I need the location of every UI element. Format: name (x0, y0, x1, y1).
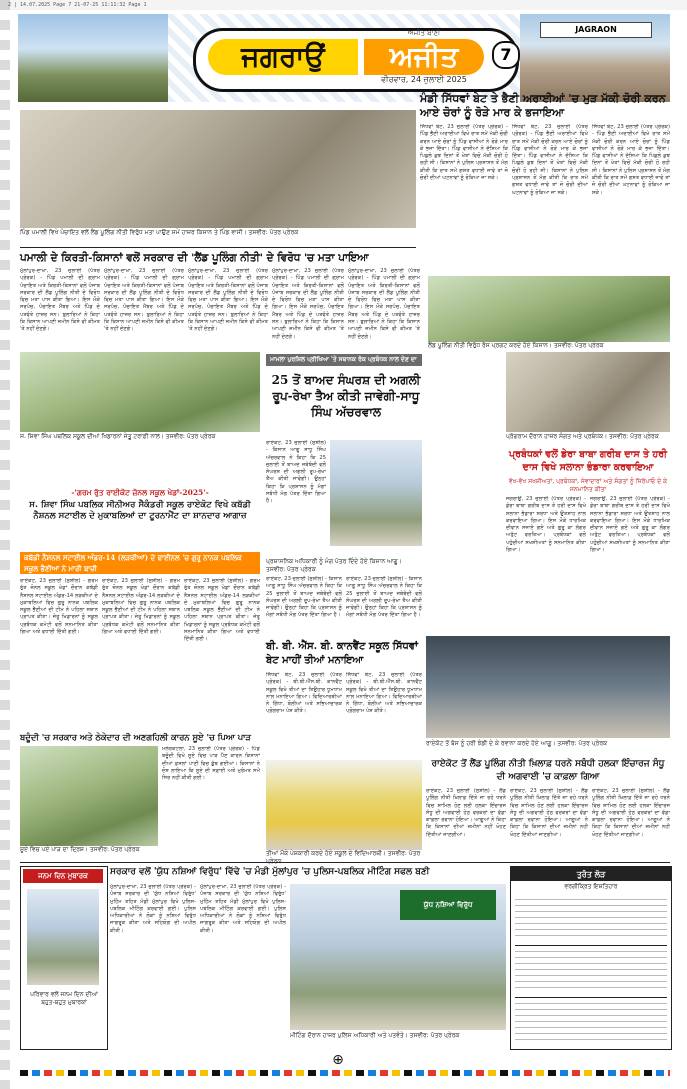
classifieds-divider-2 (515, 997, 667, 998)
caption-land-pooling-photo: ਪਿੰਡ ਪਮਾਲੀ ਵਿਖੇ ਪੰਚਾਇਤ ਵਲੋਂ ਲੈਂਡ ਪੂਲਿੰਗ ਨੀਤੀ ਵਿਰੁੱਧ ਮਤਾ ਪਾਉਣ ਸਮੇਂ ਹਾਜ਼ਰ ਕਿਸਾਨ ਤੇ ਪਿੰਡ ਵਾਸੀ। ਤਸਵੀਰ: ਪੱਤਰ ਪ੍ਰੇਰਕ (20, 229, 299, 236)
birthday-box (20, 866, 108, 1050)
headline-sidhwan: ਮੰਡੀ ਸਿੱਧਵਾਂ ਬੇਟ ਤੇ ਭੈਣੀ ਅਰਾਈਆਂ 'ਚ ਮੁੜ ਮੱਕੀ ਚੋਰੀ ਕਰਨ ਆਏ ਚੋਰਾਂ ਨੂੰ ਰੋੜੇ ਮਾਰ ਕੇ ਭਜਾਇਆ (420, 92, 666, 119)
bus-flag-photo (426, 636, 670, 738)
caption-bsb-photo: ਤੀਆਂ ਮੌਕੇ ਪੇਸ਼ਕਾਰੀ ਕਰਦੇ ਹੋਏ ਸਕੂਲ ਦੇ ਵਿਦਿਆਰਥੀ। ਤਸਵੀਰ: ਪੱਤਰ (266, 850, 421, 857)
page-number: 7 (492, 41, 520, 69)
jagraon-sign: JAGRAON (540, 22, 652, 38)
body-land-pooling-col5: ਮੁੱਲਾਂਪੁਰ-ਦਾਖਾ, 23 ਜੁਲਾਈ (ਪੱਤਰ ਪ੍ਰੇਰਕ) - ਪਿੰਡ ਪਮਾਲੀ ਦੀ ਗ੍ਰਾਮ ਪੰਚਾਇਤ ਅਤੇ ਕਿਰਤੀ-ਕਿਸਾਨਾਂ ਵਲੋਂ ਪੰਜਾਬ ਸਰਕਾਰ ਦੀ ਲੈਂਡ ਪੂਲਿੰਗ ਨੀਤੀ ਦੇ ਵਿਰੋਧ ਵਿਚ ਮਤਾ ਪਾਸ ਕੀਤਾ ਗਿਆ। ਇਸ ਮੌਕੇ ਸਰਪੰਚ, ਪੰਚਾਇਤ ਮੈਂਬਰ ਅਤੇ ਪਿੰਡ ਦੇ ਪਤਵੰਤੇ ਹਾਜ਼ਰ ਸਨ। ਬੁਲਾਰਿਆਂ ਨੇ ਕਿਹਾ ਕਿ ਕਿਸਾਨ ਆਪਣੀ ਜ਼ਮੀਨ ਕਿਸੇ ਵੀ ਕੀਮਤ 'ਤੇ ਨਹੀਂ ਦੇਣਗੇ। (348, 268, 420, 340)
body-land-pooling-col2: ਮੁੱਲਾਂਪੁਰ-ਦਾਖਾ, 23 ਜੁਲਾਈ (ਪੱਤਰ ਪ੍ਰੇਰਕ) - ਪਿੰਡ ਪਮਾਲੀ ਦੀ ਗ੍ਰਾਮ ਪੰਚਾਇਤ ਅਤੇ ਕਿਰਤੀ-ਕਿਸਾਨਾਂ ਵਲੋਂ ਪੰਜਾਬ ਸਰਕਾਰ ਦੀ ਲੈਂਡ ਪੂਲਿੰਗ ਨੀਤੀ ਦੇ ਵਿਰੋਧ ਵਿਚ ਮਤਾ ਪਾਸ ਕੀਤਾ ਗਿਆ। ਇਸ ਮੌਕੇ ਸਰਪੰਚ, ਪੰਚਾਇਤ ਮੈਂਬਰ ਅਤੇ ਪਿੰਡ ਦੇ ਪਤਵੰਤੇ ਹਾਜ਼ਰ ਸਨ। ਬੁਲਾਰਿਆਂ ਨੇ ਕਿਹਾ ਕਿ ਕਿਸਾਨ ਆਪਣੀ ਜ਼ਮੀਨ ਕਿਸੇ ਵੀ ਕੀਮਤ 'ਤੇ ਨਹੀਂ ਦੇਣਗੇ। (104, 268, 184, 333)
headline-kabaddi: ਕਬੱਡੀ ਨੈਸ਼ਨਲ ਸਟਾਈਲ ਅੰਡਰ-14 (ਲੜਕੀਆਂ) ਦੇ ਫਾਈਨਲ 'ਚ ਗੁਰੂ ਨਾਨਕ ਪਬਲਿਕ ਸਕੂਲ ਭੈਣੀਆਂ ਨੇ ਮਾਰੀ ਬਾਜ਼ੀ (20, 552, 260, 574)
caption-bus-photo: ਰਾਏਕੋਟ ਤੋਂ ਬੱਸ ਨੂੰ ਹਰੀ ਝੰਡੀ ਦੇ ਕੇ ਰਵਾਨਾ ਕਰਦੇ ਹੋਏ ਆਗੂ। ਤਸਵੀਰ: ਪੱਤਰ ਪ੍ਰੇਰਕ (426, 740, 608, 747)
headline-land-pooling: ਪਮਾਲੀ ਦੇ ਕਿਰਤੀ-ਕਿਸਾਨਾਂ ਵਲੋਂ ਸਰਕਾਰ ਦੀ 'ਲੈਂਡ ਪੂਲਿੰਗ ਨੀਤੀ' ਦੇ ਵਿਰੋਧ 'ਚ ਮਤਾ ਪਾਇਆ (20, 252, 369, 264)
masthead-right-photo (520, 14, 670, 102)
classified-ad-1 (515, 899, 667, 939)
caption-police-photo: ਮੀਟਿੰਗ ਦੌਰਾਨ ਹਾਜ਼ਰ ਪੁਲਿਸ ਅਧਿਕਾਰੀ ਅਤੇ ਪਤਵੰਤੇ। ਤਸਵੀਰ: ਪੱਤਰ ਪ੍ਰੇਰਕ (290, 1032, 460, 1039)
sports-photo (20, 352, 260, 432)
body-land-pooling-col3: ਮੁੱਲਾਂਪੁਰ-ਦਾਖਾ, 23 ਜੁਲਾਈ (ਪੱਤਰ ਪ੍ਰੇਰਕ) - ਪਿੰਡ ਪਮਾਲੀ ਦੀ ਗ੍ਰਾਮ ਪੰਚਾਇਤ ਅਤੇ ਕਿਰਤੀ-ਕਿਸਾਨਾਂ ਵਲੋਂ ਪੰਜਾਬ ਸਰਕਾਰ ਦੀ ਲੈਂਡ ਪੂਲਿੰਗ ਨੀਤੀ ਦੇ ਵਿਰੋਧ ਵਿਚ ਮਤਾ ਪਾਸ ਕੀਤਾ ਗਿਆ। ਇਸ ਮੌਕੇ ਸਰਪੰਚ, ਪੰਚਾਇਤ ਮੈਂਬਰ ਅਤੇ ਪਿੰਡ ਦੇ ਪਤਵੰਤੇ ਹਾਜ਼ਰ ਸਨ। ਬੁਲਾਰਿਆਂ ਨੇ ਕਿਹਾ ਕਿ ਕਿਸਾਨ ਆਪਣੀ ਜ਼ਮੀਨ ਕਿਸੇ ਵੀ ਕੀਮਤ 'ਤੇ ਨਹੀਂ ਦੇਣਗੇ। (188, 268, 268, 333)
headline-raikot-dharna: ਰਾਏਕੋਟ ਤੋਂ ਲੈਂਡ ਪੂਲਿੰਗ ਨੀਤੀ ਖ਼ਿਲਾਫ਼ ਧਰਨੇ ਸਬੰਧੀ ਹਲਕਾ ਇੰਚਾਰਜ ਸੰਧੂ ਦੀ ਅਗਵਾਈ 'ਚ ਕਾਫ਼ਲਾ ਗਿਆ (431, 759, 665, 782)
kicker-sports: -'ਗਰਮ ਰੁੱਤ ਰਾਈਕੋਟ ਜ਼ੋਨਲ ਸਕੂਲ ਖੇਡਾਂ-2025'- (71, 488, 209, 497)
subhead-dera: ਵੱਖ-ਵੱਖ ਸਖਸ਼ੀਅਤਾਂ, ਪ੍ਰਬੰਧਕਾਂ, ਸੇਵਾਦਾਰਾਂ ਅਤੇ ਸੰਗਤਾਂ ਨੂੰ ਸਿਰੋਪਾਓ ਦੇ ਕੇ ਸਨਮਾਨਿਤ ਕੀਤਾ (508, 478, 668, 493)
headline-budhwan: ਬਦੂੰਦੀ 'ਚ ਸਰਕਾਰ ਅਤੇ ਠੇਕੇਦਾਰ ਦੀ ਅਣਗਹਿਲੀ ਕਾਰਨ ਸੂਏ 'ਚ ਪਿਆ ਪਾੜ (20, 732, 252, 742)
protest-photo (428, 276, 670, 342)
classifieds-subheader: ਵਰਗੀਕ੍ਰਿਤ ਇਸ਼ਤਿਹਾਰ (564, 883, 618, 890)
caption-budhwan-photo: ਸੂਏ ਵਿਚ ਪਏ ਪਾੜ ਦਾ ਦ੍ਰਿਸ਼। ਤਸਵੀਰ: ਪੱਤਰ ਪ੍ਰੇਰਕ (20, 846, 140, 853)
divider-bottom (20, 862, 670, 863)
divider (20, 247, 416, 248)
body-budhwan: ਮਲੇਰਕੋਟਲਾ, 23 ਜੁਲਾਈ (ਪੱਤਰ ਪ੍ਰੇਰਕ) - ਪਿੰਡ ਬਦੂੰਦੀ ਵਿਖੇ ਸੂਏ ਵਿਚ ਪਾੜ ਪੈਣ ਕਾਰਨ ਕਿਸਾਨਾਂ ਦੀਆਂ ਫ਼ਸਲਾਂ ਪਾਣੀ ਵਿਚ ਡੁੱਬ ਗਈਆਂ। ਕਿਸਾਨਾਂ ਨੇ ਦੋਸ਼ ਲਾਇਆ ਕਿ ਸੂਏ ਦੀ ਸਫ਼ਾਈ ਅਤੇ ਮੁਰੰਮਤ ਸਮੇਂ ਸਿਰ ਨਹੀਂ ਕੀਤੀ ਗਈ। (162, 746, 260, 782)
caption-sports-photo: ਸ. ਸ਼ਿਵਾ ਸਿੰਘ ਪਬਲਿਕ ਸਕੂਲ ਦੀਆਂ ਖਿਡਾਰਨਾਂ ਜੇਤੂ ਟਰਾਫ਼ੀ ਨਾਲ। ਤਸਵੀਰ: ਪੱਤਰ ਪ੍ਰੇਰਕ (20, 433, 216, 440)
body-police-col1: ਮੁੱਲਾਂਪੁਰ-ਦਾਖਾ, 23 ਜੁਲਾਈ (ਪੱਤਰ ਪ੍ਰੇਰਕ) - ਪੰਜਾਬ ਸਰਕਾਰ ਦੀ 'ਯੁੱਧ ਨਸ਼ਿਆਂ ਵਿਰੁੱਧ' ਮੁਹਿੰਮ ਤਹਿਤ ਮੰਡੀ ਮੁੱਲਾਂਪੁਰ ਵਿਖੇ ਪੁਲਿਸ-ਪਬਲਿਕ ਮੀਟਿੰਗ ਕਰਵਾਈ ਗਈ। ਪੁਲਿਸ ਅਧਿਕਾਰੀਆਂ ਨੇ ਲੋਕਾਂ ਨੂੰ ਨਸ਼ਿਆਂ ਵਿਰੁੱਧ ਜਾਗਰੂਕ ਕੀਤਾ ਅਤੇ ਸਹਿਯੋਗ ਦੀ ਅਪੀਲ ਕੀਤੀ। (110, 884, 196, 934)
classified-ad-2 (515, 951, 667, 991)
body-kabaddi-col3: ਰਾਏਕੋਟ, 23 ਜੁਲਾਈ (ਸੁਸ਼ੀਲ) - ਗਰਮ ਰੁੱਤ ਜ਼ੋਨਲ ਸਕੂਲ ਖੇਡਾਂ ਦੌਰਾਨ ਕਬੱਡੀ ਨੈਸ਼ਨਲ ਸਟਾਈਲ ਅੰਡਰ-14 ਲੜਕੀਆਂ ਦੇ ਮੁਕਾਬਲਿਆਂ ਵਿਚ ਗੁਰੂ ਨਾਨਕ ਪਬਲਿਕ ਸਕੂਲ ਭੈਣੀਆਂ ਦੀ ਟੀਮ ਨੇ ਪਹਿਲਾ ਸਥਾਨ ਪ੍ਰਾਪਤ ਕੀਤਾ। ਜੇਤੂ ਖਿਡਾਰਨਾਂ ਨੂੰ ਸਕੂਲ ਪ੍ਰਬੰਧਕ ਕਮੇਟੀ ਵਲੋਂ ਸਨਮਾਨਿਤ ਕੀਤਾ ਗਿਆ ਅਤੇ ਵਧਾਈ ਦਿੱਤੀ ਗਈ। (184, 578, 260, 643)
headline-police-meeting: ਸਰਕਾਰ ਵਲੋਂ 'ਯੁੱਧ ਨਸ਼ਿਆਂ ਵਿਰੁੱਧ' ਵਿੱਢੇ 'ਚ ਮੰਡੀ ਮੁੱਲਾਂਪੁਰ 'ਚ ਪੁਲਿਸ-ਪਬਲਿਕ ਮੀਟਿੰਗ ਸਫਲ ਬਣੀ (110, 867, 430, 877)
caption-dera-photo: ਪ੍ਰੋਗਰਾਮ ਦੌਰਾਨ ਹਾਜ਼ਰ ਸੰਗਤ ਅਤੇ ਪ੍ਰਬੰਧਕ। ਤਸਵੀਰ: ਪੱਤਰ ਪ੍ਰੇਰਕ (506, 433, 659, 440)
masthead-supertitle: ਅਜੀਤ ਬਾਣੀ (407, 29, 441, 37)
caption-sangharsh-photo: ਪ੍ਰਸ਼ਾਸਨਿਕ ਅਧਿਕਾਰੀ ਨੂੰ ਮੰਗ ਪੱਤਰ ਦਿੰਦੇ ਹੋਏ ਕਿਸਾਨ ਆਗੂ। ਤਸਵੀਰ: ਪੱਤਰ ਪ੍ਰੇਰਕ (266, 558, 402, 573)
dera-photo (506, 352, 670, 432)
teeyan-photo (266, 760, 422, 850)
body-kabaddi-col1: ਰਾਏਕੋਟ, 23 ਜੁਲਾਈ (ਸੁਸ਼ੀਲ) - ਗਰਮ ਰੁੱਤ ਜ਼ੋਨਲ ਸਕੂਲ ਖੇਡਾਂ ਦੌਰਾਨ ਕਬੱਡੀ ਨੈਸ਼ਨਲ ਸਟਾਈਲ ਅੰਡਰ-14 ਲੜਕੀਆਂ ਦੇ ਮੁਕਾਬਲਿਆਂ ਵਿਚ ਗੁਰੂ ਨਾਨਕ ਪਬਲਿਕ ਸਕੂਲ ਭੈਣੀਆਂ ਦੀ ਟੀਮ ਨੇ ਪਹਿਲਾ ਸਥਾਨ ਪ੍ਰਾਪਤ ਕੀਤਾ। ਜੇਤੂ ਖਿਡਾਰਨਾਂ ਨੂੰ ਸਕੂਲ ਪ੍ਰਬੰਧਕ ਕਮੇਟੀ ਵਲੋਂ ਸਨਮਾਨਿਤ ਕੀਤਾ ਗਿਆ ਅਤੇ ਵਧਾਈ ਦਿੱਤੀ ਗਈ। (20, 578, 98, 636)
registration-crosshair-icon: ⊕ (332, 1052, 344, 1068)
body-sangharsh-col2: ਰਾਏਕੋਟ, 23 ਜੁਲਾਈ (ਸੁਸ਼ੀਲ) - ਕਿਸਾਨ ਆਗੂ ਸਾਧੂ ਸਿੰਘ ਅੱਚਰਵਾਲ ਨੇ ਕਿਹਾ ਕਿ 25 ਜੁਲਾਈ ਤੋਂ ਬਾਅਦ ਜਥੇਬੰਦੀ ਵਲੋਂ ਸੰਘਰਸ਼ ਦੀ ਅਗਲੀ ਰੂਪ-ਰੇਖਾ ਤੈਅ ਕੀਤੀ ਜਾਵੇਗੀ। ਉਨ੍ਹਾਂ ਕਿਹਾ ਕਿ ਪ੍ਰਸ਼ਾਸਨ ਨੂੰ ਮੰਗਾਂ ਸਬੰਧੀ ਮੰਗ ਪੱਤਰ ਦਿੱਤਾ ਗਿਆ ਹੈ। (266, 576, 342, 619)
birthday-caption: ਪਰਿਵਾਰ ਵਲੋਂ ਜਨਮ ਦਿਨ ਦੀਆਂ ਬਹੁਤ-ਬਹੁਤ ਮੁਬਾਰਕਾਂ (30, 991, 98, 1006)
classifieds-box (510, 866, 672, 1050)
memorandum-photo (330, 440, 422, 546)
group-photo-panchayat (20, 110, 416, 228)
headline-bsb-school: ਬੀ. ਬੀ. ਐੱਸ. ਬੀ. ਕਾਨਵੈਂਟ ਸਕੂਲ ਸਿੱਧਵਾਂ ਬੇਟ ਮਾਹੀਂ ਤੀਆਂ ਮਨਾਇਆ (266, 641, 418, 666)
headline-sangharsh: 25 ਤੋਂ ਬਾਅਦ ਸੰਘਰਸ਼ ਦੀ ਅਗਲੀ ਰੂਪ-ਰੇਖਾ ਤੈਅ ਕੀਤੀ ਜਾਵੇਗੀ-ਸਾਧੂ ਸਿੰਘ ਅੱਚਰਵਾਲ (271, 373, 421, 419)
body-raikot-col2: ਰਾਏਕੋਟ, 23 ਜੁਲਾਈ (ਸੁਸ਼ੀਲ) - ਲੈਂਡ ਪੂਲਿੰਗ ਨੀਤੀ ਖ਼ਿਲਾਫ਼ ਦਿੱਤੇ ਜਾ ਰਹੇ ਧਰਨੇ ਵਿਚ ਸ਼ਾਮਿਲ ਹੋਣ ਲਈ ਹਲਕਾ ਇੰਚਾਰਜ ਸੰਧੂ ਦੀ ਅਗਵਾਈ ਹੇਠ ਵਰਕਰਾਂ ਦਾ ਵੱਡਾ ਕਾਫ਼ਲਾ ਰਵਾਨਾ ਹੋਇਆ। ਆਗੂਆਂ ਨੇ ਕਿਹਾ ਕਿ ਕਿਸਾਨਾਂ ਦੀਆਂ ਜ਼ਮੀਨਾਂ ਨਹੀਂ ਖੋਹਣ ਦਿੱਤੀਆਂ ਜਾਣਗੀਆਂ। (510, 788, 588, 838)
left-edge-marks (0, 0, 10, 1089)
breach-photo (20, 746, 158, 846)
caption-protest-photo: ਲੈਂਡ ਪੂਲਿੰਗ ਨੀਤੀ ਵਿਰੁੱਧ ਰੋਸ ਪ੍ਰਗਟ ਕਰਦੇ ਹੋਏ ਕਿਸਾਨ। ਤਸਵੀਰ: ਪੱਤਰ ਪ੍ਰੇਰਕ (428, 342, 604, 349)
classified-ad-3 (515, 1003, 667, 1043)
body-bsb-col2: ਸਿੱਧਵਾਂ ਬੇਟ, 23 ਜੁਲਾਈ (ਪੱਤਰ ਪ੍ਰੇਰਕ) - ਬੀ.ਬੀ.ਐੱਸ.ਬੀ. ਕਾਨਵੈਂਟ ਸਕੂਲ ਵਿਖੇ ਤੀਆਂ ਦਾ ਤਿਉਹਾਰ ਧੂਮਧਾਮ ਨਾਲ ਮਨਾਇਆ ਗਿਆ। ਵਿਦਿਆਰਥੀਆਂ ਨੇ ਗਿੱਧਾ, ਬੋਲੀਆਂ ਅਤੇ ਸਭਿਆਚਾਰਕ ਪ੍ਰੋਗਰਾਮ ਪੇਸ਼ ਕੀਤੇ। (346, 672, 422, 715)
body-sangharsh-col3: ਰਾਏਕੋਟ, 23 ਜੁਲਾਈ (ਸੁਸ਼ੀਲ) - ਕਿਸਾਨ ਆਗੂ ਸਾਧੂ ਸਿੰਘ ਅੱਚਰਵਾਲ ਨੇ ਕਿਹਾ ਕਿ 25 ਜੁਲਾਈ ਤੋਂ ਬਾਅਦ ਜਥੇਬੰਦੀ ਵਲੋਂ ਸੰਘਰਸ਼ ਦੀ ਅਗਲੀ ਰੂਪ-ਰੇਖਾ ਤੈਅ ਕੀਤੀ ਜਾਵੇਗੀ। ਉਨ੍ਹਾਂ ਕਿਹਾ ਕਿ ਪ੍ਰਸ਼ਾਸਨ ਨੂੰ ਮੰਗਾਂ ਸਬੰਧੀ ਮੰਗ ਪੱਤਰ ਦਿੱਤਾ ਗਿਆ ਹੈ। (346, 576, 422, 619)
masthead-left-photo (18, 14, 168, 102)
headline-sports: ਸ. ਸ਼ਿਵਾ ਸਿੰਘ ਪਬਲਿਕ ਸੀਨੀਅਰ ਸੈਕੰਡਰੀ ਸਕੂਲ ਰਾਏਕੋਟ ਵਿਖੇ ਕਬੱਡੀ ਨੈਸ਼ਨਲ ਸਟਾਈਲ ਦੇ ਮੁਕਾਬਲਿਆਂ ਦਾ ਟੂਰਨਾਮੈਂਟ ਦਾ ਸ਼ਾਨਦਾਰ ਆਗਾਜ਼ (29, 500, 251, 521)
body-kabaddi-col2: ਰਾਏਕੋਟ, 23 ਜੁਲਾਈ (ਸੁਸ਼ੀਲ) - ਗਰਮ ਰੁੱਤ ਜ਼ੋਨਲ ਸਕੂਲ ਖੇਡਾਂ ਦੌਰਾਨ ਕਬੱਡੀ ਨੈਸ਼ਨਲ ਸਟਾਈਲ ਅੰਡਰ-14 ਲੜਕੀਆਂ ਦੇ ਮੁਕਾਬਲਿਆਂ ਵਿਚ ਗੁਰੂ ਨਾਨਕ ਪਬਲਿਕ ਸਕੂਲ ਭੈਣੀਆਂ ਦੀ ਟੀਮ ਨੇ ਪਹਿਲਾ ਸਥਾਨ ਪ੍ਰਾਪਤ ਕੀਤਾ। ਜੇਤੂ ਖਿਡਾਰਨਾਂ ਨੂੰ ਸਕੂਲ ਪ੍ਰਬੰਧਕ ਕਮੇਟੀ ਵਲੋਂ ਸਨਮਾਨਿਤ ਕੀਤਾ ਗਿਆ ਅਤੇ ਵਧਾਈ ਦਿੱਤੀ ਗਈ। (102, 578, 180, 636)
headline-dera: ਪ੍ਰਬੰਧਕਾਂ ਵਲੋਂ ਡੇਰਾ ਬਾਬਾ ਗਰੀਬ ਦਾਸ ਤੇ ਹਰੀ ਦਾਸ ਵਿਖੇ ਸਲਾਨਾ ਭੰਡਾਰਾ ਕਰਵਾਇਆ (509, 449, 667, 473)
color-registration-bar (20, 1070, 670, 1076)
masthead-paper-name: ਅਜੀਤ (364, 39, 484, 75)
body-dera-col1: ਜਗਰਾਉਂ, 23 ਜੁਲਾਈ (ਪੱਤਰ ਪ੍ਰੇਰਕ) - ਡੇਰਾ ਬਾਬਾ ਗਰੀਬ ਦਾਸ ਤੇ ਹਰੀ ਦਾਸ ਵਿਖੇ ਸਲਾਨਾ ਭੰਡਾਰਾ ਸ਼ਰਧਾ ਅਤੇ ਉਤਸ਼ਾਹ ਨਾਲ ਕਰਵਾਇਆ ਗਿਆ। ਇਸ ਮੌਕੇ ਧਾਰਮਿਕ ਦੀਵਾਨ ਸਜਾਏ ਗਏ ਅਤੇ ਗੁਰੂ ਕਾ ਲੰਗਰ ਅਤੁੱਟ ਵਰਤਿਆ। ਪ੍ਰਬੰਧਕਾਂ ਵਲੋਂ ਪਹੁੰਚੀਆਂ ਸਖਸ਼ੀਅਤਾਂ ਨੂੰ ਸਨਮਾਨਿਤ ਕੀਤਾ ਗਿਆ। (506, 496, 586, 554)
body-land-pooling-col1: ਮੁੱਲਾਂਪੁਰ-ਦਾਖਾ, 23 ਜੁਲਾਈ (ਪੱਤਰ ਪ੍ਰੇਰਕ) - ਪਿੰਡ ਪਮਾਲੀ ਦੀ ਗ੍ਰਾਮ ਪੰਚਾਇਤ ਅਤੇ ਕਿਰਤੀ-ਕਿਸਾਨਾਂ ਵਲੋਂ ਪੰਜਾਬ ਸਰਕਾਰ ਦੀ ਲੈਂਡ ਪੂਲਿੰਗ ਨੀਤੀ ਦੇ ਵਿਰੋਧ ਵਿਚ ਮਤਾ ਪਾਸ ਕੀਤਾ ਗਿਆ। ਇਸ ਮੌਕੇ ਸਰਪੰਚ, ਪੰਚਾਇਤ ਮੈਂਬਰ ਅਤੇ ਪਿੰਡ ਦੇ ਪਤਵੰਤੇ ਹਾਜ਼ਰ ਸਨ। ਬੁਲਾਰਿਆਂ ਨੇ ਕਿਹਾ ਕਿ ਕਿਸਾਨ ਆਪਣੀ ਜ਼ਮੀਨ ਕਿਸੇ ਵੀ ਕੀਮਤ 'ਤੇ ਨਹੀਂ ਦੇਣਗੇ। (20, 268, 100, 333)
kicker-sangharsh: ਮਾਮਲਾ ਪੁਰਸ਼ਿਲ ਪ੍ਰੀਖਿਆ 'ਤੇ ਸਥਾਨਕ ਰੋਕ ਪ੍ਰਬੰਧਕ ਨਾਲ ਦੇਣ ਦਾ (266, 354, 422, 366)
body-raikot-col3: ਰਾਏਕੋਟ, 23 ਜੁਲਾਈ (ਸੁਸ਼ੀਲ) - ਲੈਂਡ ਪੂਲਿੰਗ ਨੀਤੀ ਖ਼ਿਲਾਫ਼ ਦਿੱਤੇ ਜਾ ਰਹੇ ਧਰਨੇ ਵਿਚ ਸ਼ਾਮਿਲ ਹੋਣ ਲਈ ਹਲਕਾ ਇੰਚਾਰਜ ਸੰਧੂ ਦੀ ਅਗਵਾਈ ਹੇਠ ਵਰਕਰਾਂ ਦਾ ਵੱਡਾ ਕਾਫ਼ਲਾ ਰਵਾਨਾ ਹੋਇਆ। ਆਗੂਆਂ ਨੇ ਕਿਹਾ ਕਿ ਕਿਸਾਨਾਂ ਦੀਆਂ ਜ਼ਮੀਨਾਂ ਨਹੀਂ ਖੋਹਣ ਦਿੱਤੀਆਂ ਜਾਣਗੀਆਂ। (592, 788, 670, 838)
print-info-strip: 2 | 14.07.2025 Page 7 21-07-25 11:11:32 Page 1 (0, 0, 687, 10)
body-sangharsh: ਰਾਏਕੋਟ, 23 ਜੁਲਾਈ (ਸੁਸ਼ੀਲ) - ਕਿਸਾਨ ਆਗੂ ਸਾਧੂ ਸਿੰਘ ਅੱਚਰਵਾਲ ਨੇ ਕਿਹਾ ਕਿ 25 ਜੁਲਾਈ ਤੋਂ ਬਾਅਦ ਜਥੇਬੰਦੀ ਵਲੋਂ ਸੰਘਰਸ਼ ਦੀ ਅਗਲੀ ਰੂਪ-ਰੇਖਾ ਤੈਅ ਕੀਤੀ ਜਾਵੇਗੀ। ਉਨ੍ਹਾਂ ਕਿਹਾ ਕਿ ਪ੍ਰਸ਼ਾਸਨ ਨੂੰ ਮੰਗਾਂ ਸਬੰਧੀ ਮੰਗ ਪੱਤਰ ਦਿੱਤਾ ਗਿਆ ਹੈ। (266, 440, 326, 505)
meeting-banner: ਯੁੱਧ ਨਸ਼ਿਆਂ ਵਿਰੁੱਧ (400, 890, 496, 920)
masthead (18, 14, 670, 104)
body-dera-col2: ਜਗਰਾਉਂ, 23 ਜੁਲਾਈ (ਪੱਤਰ ਪ੍ਰੇਰਕ) - ਡੇਰਾ ਬਾਬਾ ਗਰੀਬ ਦਾਸ ਤੇ ਹਰੀ ਦਾਸ ਵਿਖੇ ਸਲਾਨਾ ਭੰਡਾਰਾ ਸ਼ਰਧਾ ਅਤੇ ਉਤਸ਼ਾਹ ਨਾਲ ਕਰਵਾਇਆ ਗਿਆ। ਇਸ ਮੌਕੇ ਧਾਰਮਿਕ ਦੀਵਾਨ ਸਜਾਏ ਗਏ ਅਤੇ ਗੁਰੂ ਕਾ ਲੰਗਰ ਅਤੁੱਟ ਵਰਤਿਆ। ਪ੍ਰਬੰਧਕਾਂ ਵਲੋਂ ਪਹੁੰਚੀਆਂ ਸਖਸ਼ੀਅਤਾਂ ਨੂੰ ਸਨਮਾਨਿਤ ਕੀਤਾ ਗਿਆ। (590, 496, 670, 554)
masthead-city: ਜਗਰਾਉਂ (208, 39, 358, 75)
body-bsb-col1: ਸਿੱਧਵਾਂ ਬੇਟ, 23 ਜੁਲਾਈ (ਪੱਤਰ ਪ੍ਰੇਰਕ) - ਬੀ.ਬੀ.ਐੱਸ.ਬੀ. ਕਾਨਵੈਂਟ ਸਕੂਲ ਵਿਖੇ ਤੀਆਂ ਦਾ ਤਿਉਹਾਰ ਧੂਮਧਾਮ ਨਾਲ ਮਨਾਇਆ ਗਿਆ। ਵਿਦਿਆਰਥੀਆਂ ਨੇ ਗਿੱਧਾ, ਬੋਲੀਆਂ ਅਤੇ ਸਭਿਆਚਾਰਕ ਪ੍ਰੋਗਰਾਮ ਪੇਸ਼ ਕੀਤੇ। (266, 672, 342, 715)
body-sidhwan-col1: ਸਿੱਧਵਾਂ ਬੇਟ, 23 ਜੁਲਾਈ (ਪੱਤਰ ਪ੍ਰੇਰਕ) - ਪਿੰਡ ਭੈਣੀ ਅਰਾਈਆਂ ਵਿਖੇ ਰਾਤ ਸਮੇਂ ਮੱਕੀ ਚੋਰੀ ਕਰਨ ਆਏ ਚੋਰਾਂ ਨੂੰ ਪਿੰਡ ਵਾਸੀਆਂ ਨੇ ਰੋੜੇ ਮਾਰ ਕੇ ਭਜਾ ਦਿੱਤਾ। ਪਿੰਡ ਵਾਸੀਆਂ ਨੇ ਦੱਸਿਆ ਕਿ ਪਿਛਲੇ ਕੁਝ ਦਿਨਾਂ ਤੋਂ ਖੇਤਾਂ ਵਿਚੋਂ ਮੱਕੀ ਚੋਰੀ ਹੋ ਰਹੀ ਸੀ। ਕਿਸਾਨਾਂ ਨੇ ਪੁਲਿਸ ਪ੍ਰਸ਼ਾਸਨ ਤੋਂ ਮੰਗ ਕੀਤੀ ਕਿ ਰਾਤ ਸਮੇਂ ਗਸ਼ਤ ਵਧਾਈ ਜਾਵੇ ਤਾਂ ਜੋ ਚੋਰੀ ਦੀਆਂ ਘਟਨਾਵਾਂ ਨੂੰ ਰੋਕਿਆ ਜਾ ਸਕੇ। (420, 124, 508, 182)
body-raikot-col1: ਰਾਏਕੋਟ, 23 ਜੁਲਾਈ (ਸੁਸ਼ੀਲ) - ਲੈਂਡ ਪੂਲਿੰਗ ਨੀਤੀ ਖ਼ਿਲਾਫ਼ ਦਿੱਤੇ ਜਾ ਰਹੇ ਧਰਨੇ ਵਿਚ ਸ਼ਾਮਿਲ ਹੋਣ ਲਈ ਹਲਕਾ ਇੰਚਾਰਜ ਸੰਧੂ ਦੀ ਅਗਵਾਈ ਹੇਠ ਵਰਕਰਾਂ ਦਾ ਵੱਡਾ ਕਾਫ਼ਲਾ ਰਵਾਨਾ ਹੋਇਆ। ਆਗੂਆਂ ਨੇ ਕਿਹਾ ਕਿ ਕਿਸਾਨਾਂ ਦੀਆਂ ਜ਼ਮੀਨਾਂ ਨਹੀਂ ਖੋਹਣ ਦਿੱਤੀਆਂ ਜਾਣਗੀਆਂ। (426, 788, 506, 838)
child-photo (27, 889, 99, 985)
body-sidhwan-col3: ਸਿੱਧਵਾਂ ਬੇਟ, 23 ਜੁਲਾਈ (ਪੱਤਰ ਪ੍ਰੇਰਕ) - ਪਿੰਡ ਭੈਣੀ ਅਰਾਈਆਂ ਵਿਖੇ ਰਾਤ ਸਮੇਂ ਮੱਕੀ ਚੋਰੀ ਕਰਨ ਆਏ ਚੋਰਾਂ ਨੂੰ ਪਿੰਡ ਵਾਸੀਆਂ ਨੇ ਰੋੜੇ ਮਾਰ ਕੇ ਭਜਾ ਦਿੱਤਾ। ਪਿੰਡ ਵਾਸੀਆਂ ਨੇ ਦੱਸਿਆ ਕਿ ਪਿਛਲੇ ਕੁਝ ਦਿਨਾਂ ਤੋਂ ਖੇਤਾਂ ਵਿਚੋਂ ਮੱਕੀ ਚੋਰੀ ਹੋ ਰਹੀ ਸੀ। ਕਿਸਾਨਾਂ ਨੇ ਪੁਲਿਸ ਪ੍ਰਸ਼ਾਸਨ ਤੋਂ ਮੰਗ ਕੀਤੀ ਕਿ ਰਾਤ ਸਮੇਂ ਗਸ਼ਤ ਵਧਾਈ ਜਾਵੇ ਤਾਂ ਜੋ ਚੋਰੀ ਦੀਆਂ ਘਟਨਾਵਾਂ ਨੂੰ ਰੋਕਿਆ ਜਾ ਸਕੇ। (592, 124, 670, 196)
body-police-col2: ਮੁੱਲਾਂਪੁਰ-ਦਾਖਾ, 23 ਜੁਲਾਈ (ਪੱਤਰ ਪ੍ਰੇਰਕ) - ਪੰਜਾਬ ਸਰਕਾਰ ਦੀ 'ਯੁੱਧ ਨਸ਼ਿਆਂ ਵਿਰੁੱਧ' ਮੁਹਿੰਮ ਤਹਿਤ ਮੰਡੀ ਮੁੱਲਾਂਪੁਰ ਵਿਖੇ ਪੁਲਿਸ-ਪਬਲਿਕ ਮੀਟਿੰਗ ਕਰਵਾਈ ਗਈ। ਪੁਲਿਸ ਅਧਿਕਾਰੀਆਂ ਨੇ ਲੋਕਾਂ ਨੂੰ ਨਸ਼ਿਆਂ ਵਿਰੁੱਧ ਜਾਗਰੂਕ ਕੀਤਾ ਅਤੇ ਸਹਿਯੋਗ ਦੀ ਅਪੀਲ ਕੀਤੀ। (200, 884, 286, 934)
body-land-pooling-col4: ਮੁੱਲਾਂਪੁਰ-ਦਾਖਾ, 23 ਜੁਲਾਈ (ਪੱਤਰ ਪ੍ਰੇਰਕ) - ਪਿੰਡ ਪਮਾਲੀ ਦੀ ਗ੍ਰਾਮ ਪੰਚਾਇਤ ਅਤੇ ਕਿਰਤੀ-ਕਿਸਾਨਾਂ ਵਲੋਂ ਪੰਜਾਬ ਸਰਕਾਰ ਦੀ ਲੈਂਡ ਪੂਲਿੰਗ ਨੀਤੀ ਦੇ ਵਿਰੋਧ ਵਿਚ ਮਤਾ ਪਾਸ ਕੀਤਾ ਗਿਆ। ਇਸ ਮੌਕੇ ਸਰਪੰਚ, ਪੰਚਾਇਤ ਮੈਂਬਰ ਅਤੇ ਪਿੰਡ ਦੇ ਪਤਵੰਤੇ ਹਾਜ਼ਰ ਸਨ। ਬੁਲਾਰਿਆਂ ਨੇ ਕਿਹਾ ਕਿ ਕਿਸਾਨ ਆਪਣੀ ਜ਼ਮੀਨ ਕਿਸੇ ਵੀ ਕੀਮਤ 'ਤੇ ਨਹੀਂ ਦੇਣਗੇ। (272, 268, 344, 340)
police-meeting-photo (290, 884, 506, 1030)
masthead-title-block (193, 28, 519, 92)
body-sidhwan-col2: ਸਿੱਧਵਾਂ ਬੇਟ, 23 ਜੁਲਾਈ (ਪੱਤਰ ਪ੍ਰੇਰਕ) - ਪਿੰਡ ਭੈਣੀ ਅਰਾਈਆਂ ਵਿਖੇ ਰਾਤ ਸਮੇਂ ਮੱਕੀ ਚੋਰੀ ਕਰਨ ਆਏ ਚੋਰਾਂ ਨੂੰ ਪਿੰਡ ਵਾਸੀਆਂ ਨੇ ਰੋੜੇ ਮਾਰ ਕੇ ਭਜਾ ਦਿੱਤਾ। ਪਿੰਡ ਵਾਸੀਆਂ ਨੇ ਦੱਸਿਆ ਕਿ ਪਿਛਲੇ ਕੁਝ ਦਿਨਾਂ ਤੋਂ ਖੇਤਾਂ ਵਿਚੋਂ ਮੱਕੀ ਚੋਰੀ ਹੋ ਰਹੀ ਸੀ। ਕਿਸਾਨਾਂ ਨੇ ਪੁਲਿਸ ਪ੍ਰਸ਼ਾਸਨ ਤੋਂ ਮੰਗ ਕੀਤੀ ਕਿ ਰਾਤ ਸਮੇਂ ਗਸ਼ਤ ਵਧਾਈ ਜਾਵੇ ਤਾਂ ਜੋ ਚੋਰੀ ਦੀਆਂ ਘਟਨਾਵਾਂ ਨੂੰ ਰੋਕਿਆ ਜਾ ਸਕੇ। (512, 124, 588, 196)
classifieds-divider (515, 945, 667, 946)
masthead-date: ਵੀਰਵਾਰ, 24 ਜੁਲਾਈ 2025 (381, 75, 467, 84)
classifieds-header: ਤੁਰੰਤ ਲੋੜ (511, 867, 671, 881)
birthday-header: ਜਨਮ ਦਿਨ ਮੁਬਾਰਕ (23, 869, 103, 883)
